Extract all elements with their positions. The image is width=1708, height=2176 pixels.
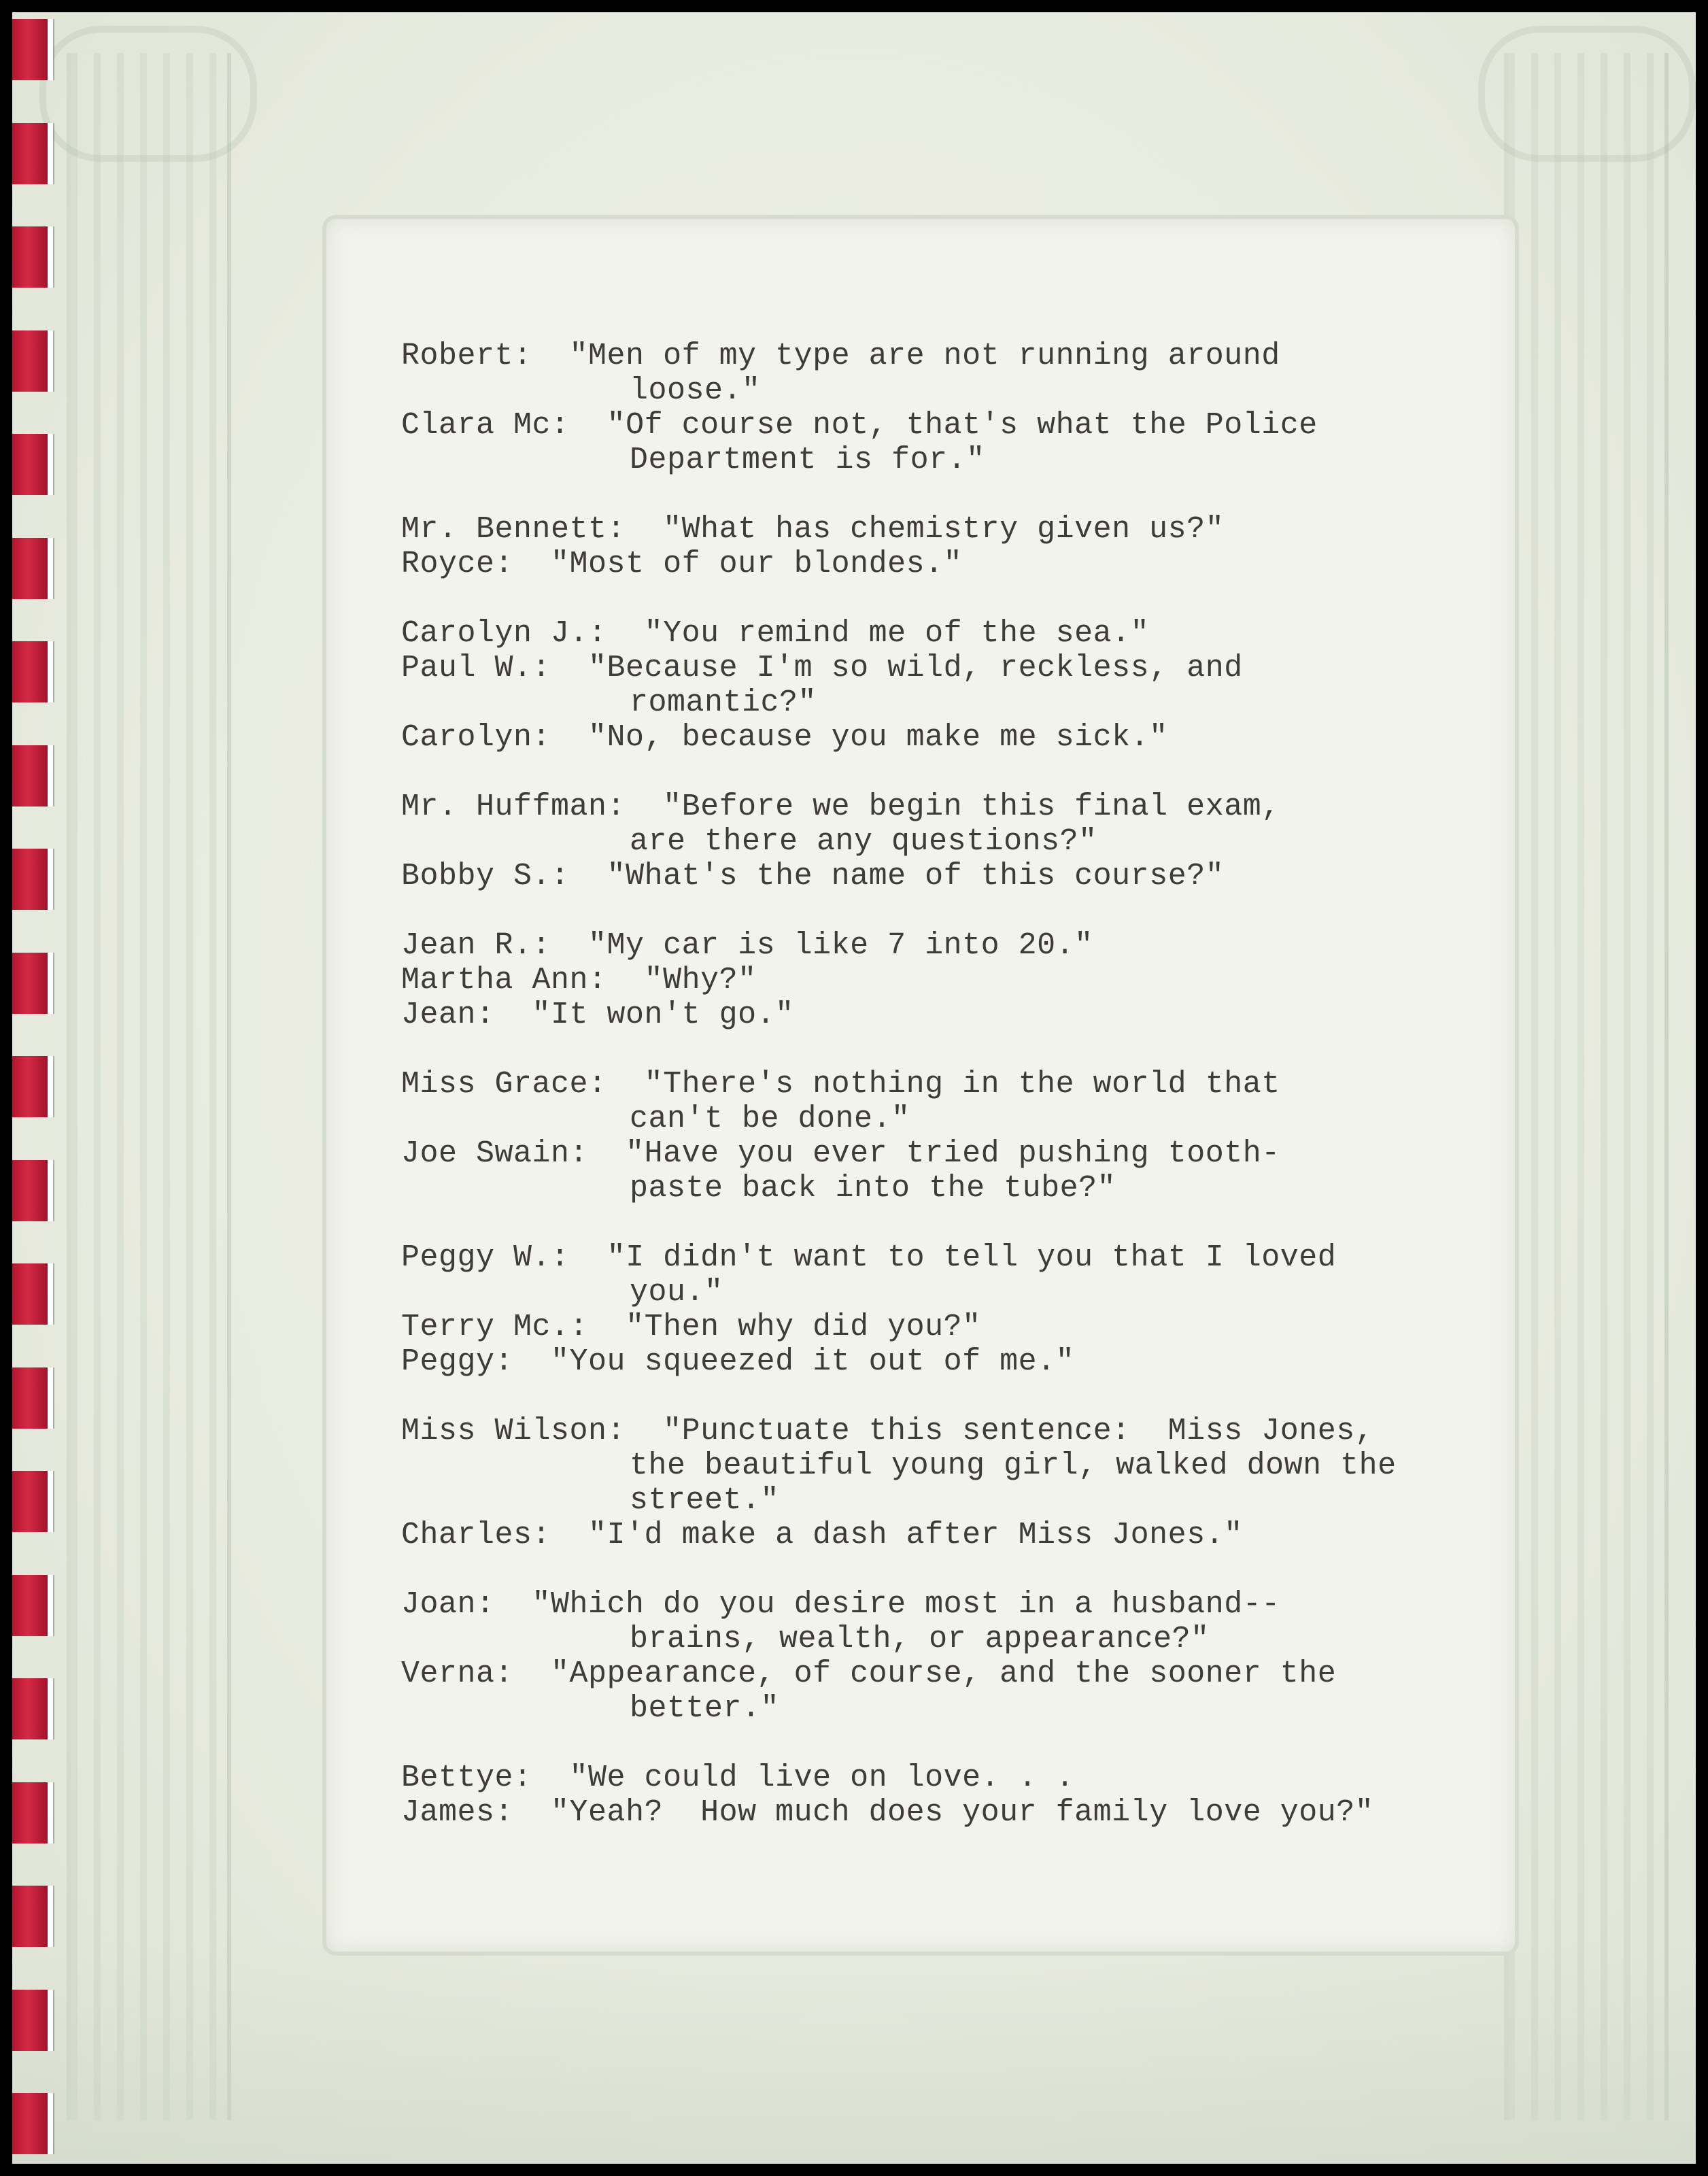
dialogue-line [401,963,1488,998]
speaker-name: Joan: [401,1587,532,1622]
dialogue-line [401,1310,1488,1344]
utterance-continuation: romantic?" [630,685,817,720]
utterance: "Why?" [644,963,757,998]
speaker-name: Carolyn J.: [401,616,645,651]
binding-ring [12,1782,53,1843]
dialogue-line [401,1344,1488,1379]
dialogue-line [401,408,1488,443]
dialogue-line [401,339,1488,373]
binding-ring [12,1056,53,1117]
dialogue-line [401,859,1488,894]
utterance: "Have you ever tried pushing tooth- [626,1136,1280,1171]
binding-ring [12,538,53,599]
utterance-continuation: better." [630,1691,780,1726]
binding-ring [12,1886,53,1947]
speaker-name: Jean: [401,998,532,1032]
binding-ring [12,1263,53,1325]
dialogue-line [401,651,1488,685]
dialogue-line [401,1240,1488,1275]
joke-block [401,1067,1488,1206]
speaker-name: Terry Mc.: [401,1310,626,1344]
dialogue-text [401,339,1488,1865]
utterance: "Because I'm so wild, reckless, and [588,651,1243,685]
joke-block [401,789,1488,894]
binding-ring [12,1471,53,1532]
speaker-name: Bettye: [401,1761,570,1795]
joke-block [401,512,1488,581]
column-right-ornament [1504,53,1669,2120]
utterance-continuation: are there any questions?" [630,824,1097,859]
utterance: "No, because you make me sick." [588,720,1168,755]
joke-block [401,1240,1488,1379]
binding-ring [12,953,53,1014]
dialogue-line [401,928,1488,963]
speaker-name: Carolyn: [401,720,589,755]
utterance-continuation: Department is for." [630,443,985,477]
utterance: "You squeezed it out of me." [551,1344,1075,1379]
binding-ring [12,226,53,288]
utterance: "Most of our blondes." [551,547,963,581]
speaker-name: Bobby S.: [401,859,607,894]
dialogue-line [401,998,1488,1032]
dialogue-line [401,1414,1488,1448]
binding-ring [12,330,53,392]
dialogue-line [401,1761,1488,1795]
binding-ring [12,123,53,184]
dialogue-line [401,616,1488,651]
yearbook-page [12,12,1696,2164]
binding-ring [12,641,53,702]
speaker-name: Miss Wilson: [401,1414,664,1448]
utterance: "Which do you desire most in a husband-- [532,1587,1280,1622]
column-base-ornament [12,1939,1696,2164]
binding-ring [12,849,53,910]
dialogue-line [401,1518,1488,1552]
utterance-continuation: can't be done." [630,1102,910,1136]
utterance-continuation: loose." [630,373,761,408]
utterance: "Of course not, that's what the Police [607,408,1318,443]
utterance: "There's nothing in the world that [644,1067,1280,1102]
utterance: "It won't go." [532,998,794,1032]
binding-ring [12,745,53,806]
utterance: "What's the name of this course?" [607,859,1225,894]
joke-block [401,928,1488,1032]
speaker-name: Peggy W.: [401,1240,607,1275]
speaker-name: James: [401,1795,551,1830]
binding-ring [12,434,53,495]
utterance: "I didn't want to tell you that I loved [607,1240,1337,1275]
dialogue-line [401,789,1488,824]
binding-ring [12,1575,53,1636]
dialogue-line [401,720,1488,755]
utterance-continuation: the beautiful young girl, walked down the [630,1448,1397,1483]
speaker-name: Royce: [401,547,551,581]
speaker-name: Miss Grace: [401,1067,645,1102]
joke-block [401,1414,1488,1552]
speaker-name: Jean R.: [401,928,589,963]
utterance-continuation: paste back into the tube?" [630,1171,1116,1206]
speaker-name: Peggy: [401,1344,551,1379]
utterance: "We could live on love. . . [569,1761,1075,1795]
utterance: "What has chemistry given us?" [663,512,1225,547]
joke-block [401,616,1488,755]
dialogue-line [401,1795,1488,1830]
joke-block [401,339,1488,477]
speaker-name: Joe Swain: [401,1136,626,1171]
binding-ring [12,2093,53,2154]
utterance: "Appearance, of course, and the sooner the [551,1656,1337,1691]
utterance-continuation: street." [630,1483,780,1518]
utterance: "You remind me of the sea." [644,616,1150,651]
speaker-name: Robert: [401,339,570,373]
binding-ring [12,1678,53,1739]
speaker-name: Mr. Huffman: [401,789,664,824]
binding-ring [12,19,53,80]
binding-ring [12,1990,53,2051]
speaker-name: Clara Mc: [401,408,607,443]
speaker-name: Martha Ann: [401,963,645,998]
dialogue-line [401,1587,1488,1622]
dialogue-line [401,1136,1488,1171]
speaker-name: Verna: [401,1656,551,1691]
binding-ring [12,1160,53,1221]
speaker-name: Charles: [401,1518,589,1552]
binding-ring [12,1367,53,1429]
utterance: "Yeah? How much does your family love you?" [551,1795,1374,1830]
utterance: "Then why did you?" [626,1310,981,1344]
column-left-ornament [67,53,231,2120]
speaker-name: Mr. Bennett: [401,512,664,547]
joke-block [401,1587,1488,1726]
utterance-continuation: you." [630,1275,723,1310]
speaker-name: Paul W.: [401,651,589,685]
dialogue-line [401,547,1488,581]
utterance: "My car is like 7 into 20." [588,928,1093,963]
utterance: "Before we begin this final exam, [663,789,1280,824]
utterance: "I'd make a dash after Miss Jones." [588,1518,1243,1552]
dialogue-line [401,512,1488,547]
utterance: "Punctuate this sentence: Miss Jones, [663,1414,1374,1448]
utterance-continuation: brains, wealth, or appearance?" [630,1622,1210,1656]
dialogue-line [401,1067,1488,1102]
utterance: "Men of my type are not running around [569,339,1280,373]
text-panel [322,215,1519,1956]
joke-block [401,1761,1488,1830]
dialogue-line [401,1656,1488,1691]
